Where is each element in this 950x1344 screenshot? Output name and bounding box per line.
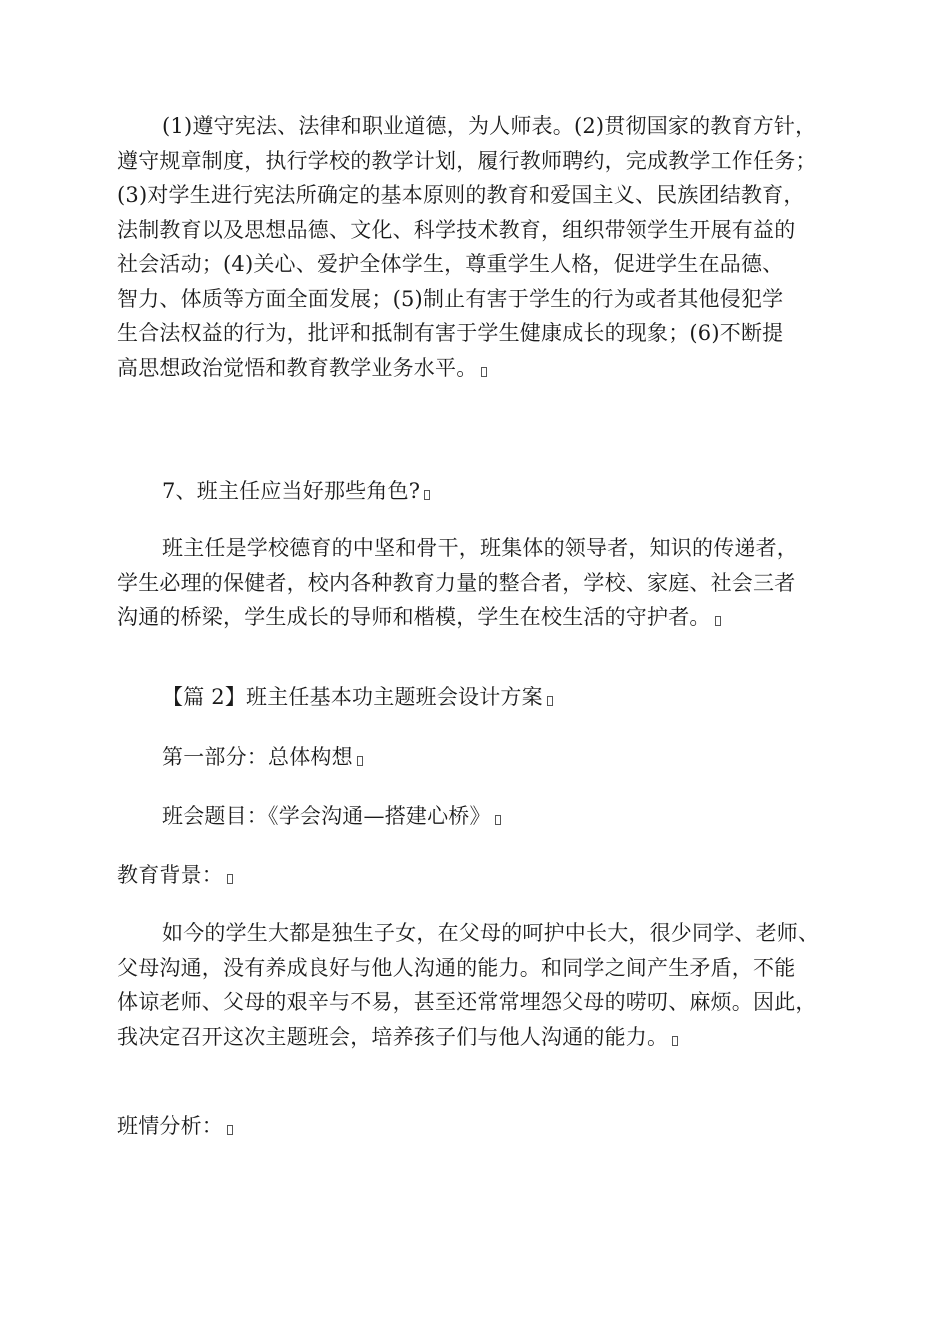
text-run: 班情分析：: [117, 1114, 223, 1138]
paragraph-mark-icon: [481, 367, 487, 377]
text-run: 教育背景：: [117, 863, 223, 887]
part-heading: [117, 740, 857, 775]
paragraph-mark-icon: [495, 815, 501, 825]
text-line: 如今的学生大都是独生子女，在父母的呵护中长大，很少同学、老师、: [162, 921, 820, 945]
text-run: 【篇 2】班主任基本功主题班会设计方案: [162, 685, 543, 709]
class-topic: [117, 799, 857, 834]
paragraph-mark-icon: [672, 1036, 678, 1046]
text-line: [117, 600, 857, 635]
paragraph-mark-icon: [227, 874, 233, 884]
text-line: 父母沟通，没有养成良好与他人沟通的能力。和同学之间产生矛盾，不能: [117, 955, 796, 980]
text-run: 班会题目：《学会沟通—搭建心桥》: [162, 804, 491, 828]
text-line: 法制教育以及思想品德、文化、科学技术教育，组织带领学生开展有益的: [117, 217, 796, 242]
paragraph-mark-icon: [715, 616, 721, 626]
analysis-label: [117, 1109, 857, 1144]
text-run: 第一部分：总体构想: [162, 745, 353, 769]
background-paragraph: [117, 916, 857, 1054]
text-run: 我决定召开这次主题班会，培养孩子们与他人沟通的能力。: [117, 1024, 669, 1049]
text-line: [117, 1109, 857, 1144]
text-line: 学生必理的保健者，校内各种教育力量的整合者，学校、家庭、社会三者: [117, 570, 796, 595]
text-line: [117, 474, 857, 509]
paragraph-mark-icon: [424, 490, 430, 500]
duties-paragraph: [117, 109, 857, 385]
text-line: [117, 858, 857, 893]
text-run: 7、班主任应当好那些角色?: [162, 479, 421, 503]
text-line: 智力、体质等方面全面发展；(5)制止有害于学生的行为或者其他侵犯学: [117, 286, 784, 311]
text-line: [117, 351, 857, 386]
text-line: 体谅老师、父母的艰辛与不易，甚至还常常埋怨父母的唠叨、麻烦。因此，: [117, 990, 817, 1014]
text-run: 沟通的桥梁，学生成长的导师和楷模，学生在校生活的守护者。: [117, 605, 711, 629]
background-label: [117, 858, 857, 893]
text-line: [117, 740, 857, 775]
section-title: [117, 680, 857, 715]
roles-paragraph: [117, 531, 857, 635]
question-heading: [117, 474, 857, 509]
paragraph-mark-icon: [547, 696, 553, 706]
text-line: 生合法权益的行为，批评和抵制有害于学生健康成长的现象；(6)不断提: [117, 321, 784, 345]
text-line: (1)遵守宪法、法律和职业道德，为人师表。(2)贯彻国家的教育方针，: [162, 114, 817, 138]
text-line: (3)对学生进行宪法所确定的基本原则的教育和爱国主义、民族团结教育，: [117, 183, 805, 207]
text-line: 班主任是学校德育的中坚和骨干，班集体的领导者，知识的传递者，: [162, 536, 798, 560]
text-line: 社会活动；(4)关心、爱护全体学生，尊重学生人格，促进学生在品德、: [117, 252, 784, 276]
paragraph-mark-icon: [357, 756, 363, 766]
text-line: 遵守规章制度，执行学校的教学计划，履行教师聘约，完成教学工作任务；: [117, 148, 817, 173]
text-run: 高思想政治觉悟和教育教学业务水平。: [117, 355, 478, 380]
paragraph-mark-icon: [227, 1125, 233, 1135]
text-line: [117, 799, 857, 834]
text-line: [117, 1020, 857, 1055]
text-line: [117, 680, 857, 715]
